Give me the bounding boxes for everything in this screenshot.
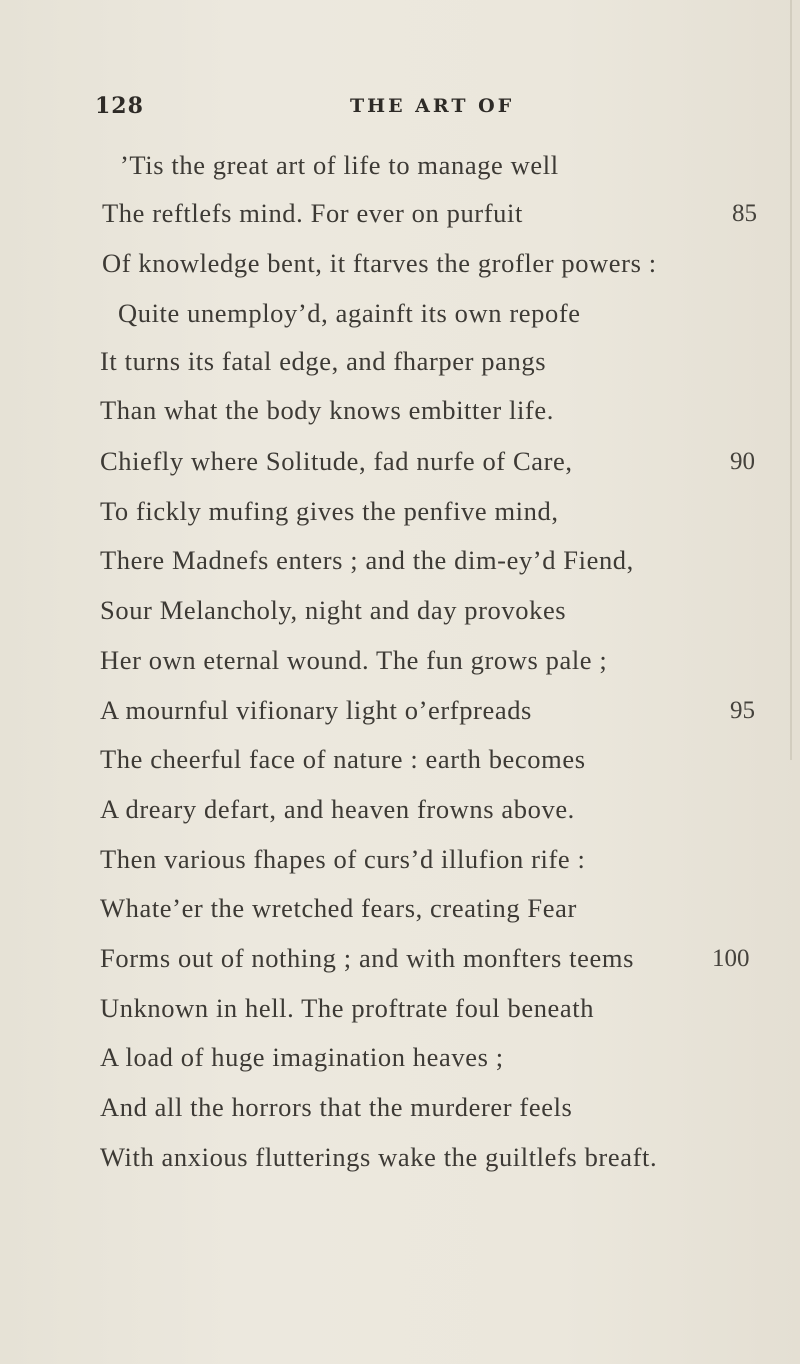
verse-line: Forms out of nothing ; and with monfters teems bbox=[100, 943, 634, 973]
verse-line: Her own eternal wound. The fun grows pale ; bbox=[100, 645, 608, 675]
verse-line: And all the horrors that the murderer feels bbox=[100, 1092, 573, 1122]
verse-line: It turns its fatal edge, and fharper pangs bbox=[100, 346, 547, 376]
line-number: 100 bbox=[712, 945, 750, 972]
verse-line: To fickly mufing gives the penfive mind, bbox=[100, 496, 559, 526]
line-number: 85 bbox=[732, 200, 757, 227]
verse-line: Than what the body knows embitter life. bbox=[100, 395, 554, 425]
verse-line: Whate’er the wretched fears, creating Fear bbox=[100, 893, 577, 923]
verse-line: A mournful vifionary light o’erfpreads bbox=[100, 695, 532, 725]
verse-line: Sour Melancholy, night and day provokes bbox=[100, 595, 567, 625]
line-number: 95 bbox=[730, 697, 755, 724]
page-number: 128 bbox=[95, 93, 144, 119]
verse-line: Then various fhapes of curs’d illufion rife : bbox=[100, 844, 586, 874]
verse-line: Chiefly where Solitude, fad nurfe of Care, bbox=[100, 446, 573, 476]
line-number: 90 bbox=[730, 448, 755, 475]
verse-line: With anxious flutterings wake the guiltlefs breaft. bbox=[100, 1142, 658, 1172]
running-head-title: THE ART OF bbox=[350, 95, 515, 117]
verse-line: The cheerful face of nature : earth becomes bbox=[100, 744, 586, 774]
verse-line: ’Tis the great art of life to manage well bbox=[120, 150, 559, 180]
verse-line: The reftlefs mind. For ever on purfuit bbox=[102, 198, 523, 228]
verse-line: Of knowledge bent, it ftarves the grofler powers : bbox=[102, 248, 657, 278]
verse-line: A dreary defart, and heaven frowns above. bbox=[100, 794, 575, 824]
verse-line: There Madnefs enters ; and the dim-ey’d Fiend, bbox=[100, 545, 634, 575]
verse-line: Quite unemploy’d, againft its own repofe bbox=[118, 298, 581, 328]
verse-line: A load of huge imagination heaves ; bbox=[100, 1042, 504, 1072]
verse-line: Unknown in hell. The proftrate foul beneath bbox=[100, 993, 595, 1023]
